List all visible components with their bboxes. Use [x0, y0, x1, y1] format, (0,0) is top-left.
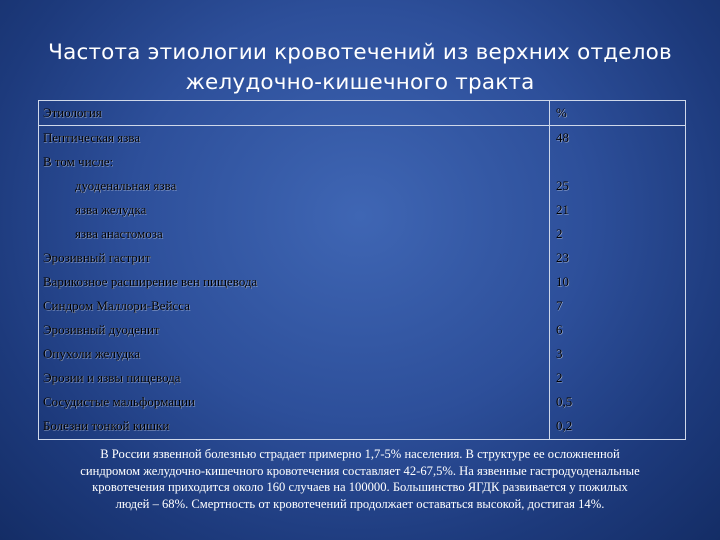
footer-text — [30, 446, 690, 512]
footer-line-3: кровотечения приходится около 160 случаев на 100000. Большинство ЯГДК развивается у пожилых — [92, 480, 628, 495]
table-row — [39, 270, 685, 294]
row-value: 25 — [556, 178, 569, 193]
table-row — [39, 126, 685, 150]
header-etiology: Этиология — [43, 105, 102, 120]
row-name: язва желудка — [75, 202, 147, 217]
row-name: Пептическая язва — [43, 130, 141, 145]
row-name: В том числе: — [43, 154, 114, 169]
row-value: 6 — [556, 322, 563, 337]
etiology-table — [38, 100, 686, 440]
footer-line-4: людей – 68%. Смертность от кровотечений продолжает оставаться высокой, достигая 14%. — [115, 496, 605, 511]
row-name: Болезни тонкой кишки — [43, 418, 170, 433]
table-row — [39, 390, 685, 414]
row-name: Эрозии и язвы пищевода — [43, 370, 181, 385]
table-row — [39, 150, 685, 174]
row-name: Опухоли желудка — [43, 346, 141, 361]
row-value: 2 — [556, 370, 563, 385]
table-row — [39, 198, 685, 222]
row-name: Синдром Маллори-Вейсса — [43, 298, 190, 313]
row-value: 2 — [556, 226, 563, 241]
row-name: Эрозивный гастрит — [43, 250, 151, 265]
table-row — [39, 366, 685, 390]
row-value: 21 — [556, 202, 569, 217]
table-row — [39, 294, 685, 318]
title-line-1: Частота этиологии кровотечений из верхних отделов — [48, 40, 672, 65]
header-percent: % — [556, 105, 567, 120]
row-name: дуоденальная язва — [75, 178, 177, 193]
row-value: 0,5 — [556, 394, 573, 409]
slide-title — [40, 38, 680, 98]
table-row — [39, 246, 685, 270]
table-row — [39, 342, 685, 366]
row-name: Сосудистые мальформации — [43, 394, 195, 409]
table-header-row — [39, 101, 685, 125]
table-row — [39, 222, 685, 246]
row-value: 3 — [556, 346, 563, 361]
row-name: язва анастомоза — [75, 226, 163, 241]
table-row — [39, 174, 685, 198]
table-row — [39, 414, 685, 438]
row-value: 0,2 — [556, 418, 573, 433]
row-value: 23 — [556, 250, 569, 265]
title-line-2: желудочно-кишечного тракта — [185, 70, 535, 95]
row-name: Эрозивный дуоденит — [43, 322, 160, 337]
footer-line-1: В России язвенной болезнью страдает примерно 1,7-5% населения. В структуре ее осложненной — [100, 447, 620, 461]
row-name: Варикозное расширение вен пищевода — [43, 274, 258, 289]
row-value: 10 — [556, 274, 569, 289]
row-value: 7 — [556, 298, 563, 313]
footer-line-2: синдромом желудочно-кишечного кровотечения составляет 42-67,5%. На язвенные гастродуоденальные — [80, 463, 640, 478]
table-row — [39, 318, 685, 342]
row-value: 48 — [556, 130, 569, 145]
